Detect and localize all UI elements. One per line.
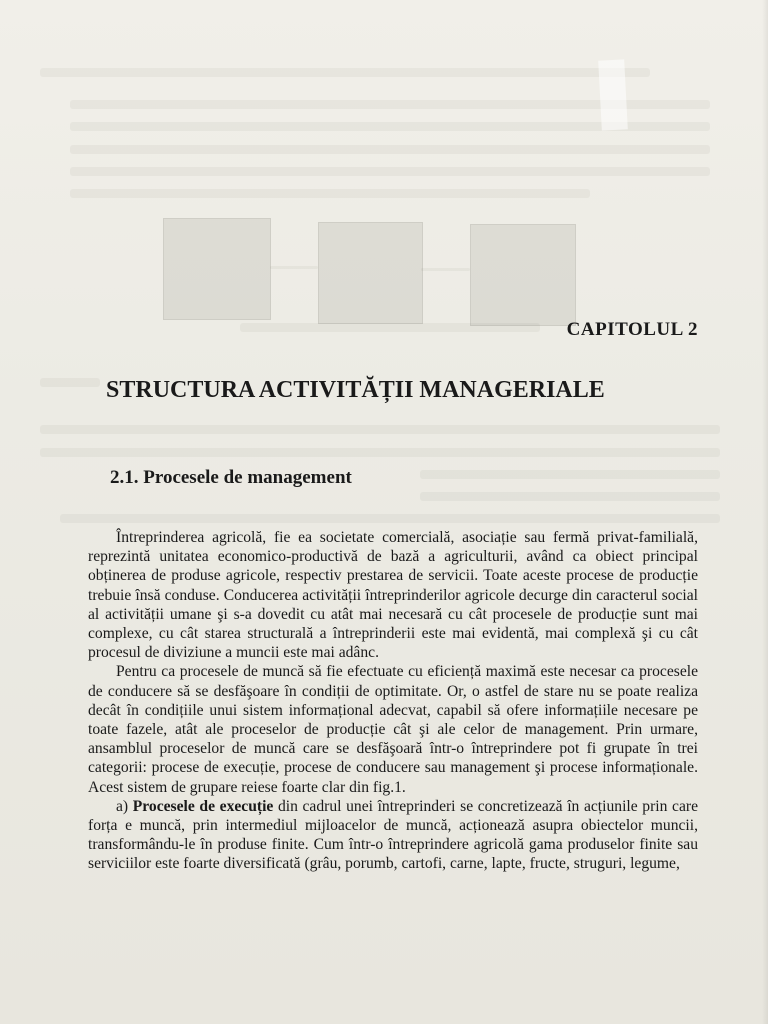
- body-text: [88, 528, 698, 874]
- paragraph-intro: Întreprinderea agricolă, fie ea societate comercială, asociație sau fermă privat-familială, reprezintă unitatea economico-productivă de bază a agriculturii, având ca obiect principal obținerea de produse agricole, respectiv prestarea de servicii. Toate aceste procese de producție trebuie însă conduse. Conducerea activității întreprinderilor agricole decurge din caracterul social al activității umane şi s-a dovedit cu atât mai necesară cu cât procesele de producție sunt mai complexe, cu cât starea structurală a întreprinderii este mai evidentă, mai complexă şi cu cât procesul de diviziune a muncii este mai adânc.: [88, 529, 698, 662]
- page-edge-shadow: [762, 0, 768, 1024]
- chapter-title: STRUCTURA ACTIVITĂȚII MANAGERIALE: [106, 377, 605, 403]
- section-heading: 2.1. Procesele de management: [110, 467, 352, 488]
- paragraph-execution-text: din cadrul unei întreprinderi se concretizează în acțiunile prin care forța e muncă, prin intermediul mijloacelor de muncă, acționează asupra obiectelor muncii, transformându-le în produse finite. Cum într-o întreprindere agricolă gama produselor finite sau serviciilor este foarte diversificată (grâu, porumb, cartofi, carne, lapte, fructe, struguri, legume,: [88, 797, 698, 873]
- tape-mark: [598, 59, 628, 130]
- paragraph-execution: [88, 797, 698, 874]
- list-marker: a): [116, 797, 133, 815]
- term-execution-processes: Procesele de execuție: [132, 797, 274, 815]
- chapter-label: CAPITOLUL 2: [566, 319, 698, 340]
- paragraph-processes: Pentru ca procesele de muncă să fie efectuate cu eficiență maximă este necesar ca procesele de conducere să se desfăşoare în condiții de optimitate. Or, o astfel de stare nu se poate realiza decât în condițiile unui sistem informațional adecvat, capabil să ofere informațiile necesare pe toate fazele, atât ale proceselor de producție cât şi ale celor de management. Prin urmare, ansamblul proceselor de muncă care se desfăşoară într-o întreprindere pot fi grupate în trei categorii: procese de execuție, procese de conducere sau management şi procese informaționale. Acest sistem de grupare reiese foarte clar din fig.1.: [88, 663, 698, 796]
